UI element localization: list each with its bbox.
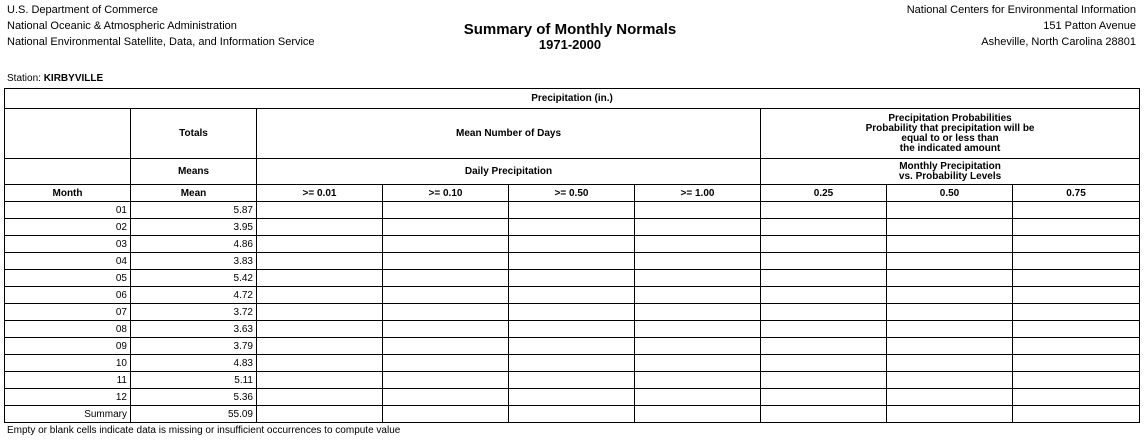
empty-cell [383,202,509,219]
totals-header: Totals [131,109,257,159]
empty-cell [509,253,635,270]
empty-cell [635,355,761,372]
empty-cell [635,236,761,253]
month-cell: Summary [5,406,131,423]
daily-precip-header: Daily Precipitation [257,159,761,185]
empty-cell [383,253,509,270]
mean-cell: 5.11 [131,372,257,389]
empty-cell [509,406,635,423]
empty-cell [1013,389,1140,406]
empty-cell [887,236,1013,253]
empty-cell [887,219,1013,236]
footnote: Empty or blank cells indicate data is missing or insufficient occurrences to compute value [7,425,401,436]
empty-cell [509,355,635,372]
report-years: 1971-2000 [538,37,602,52]
address-line-2: 151 Patton Avenue [1043,20,1136,32]
empty-cell [383,304,509,321]
table-row [5,321,1140,338]
empty-cell [635,270,761,287]
empty-cell [383,287,509,304]
station-label: Station: [7,73,41,84]
probabilities-line-3: equal to or less than [901,132,999,144]
empty-cell [761,270,887,287]
threshold-0-50-header: >= 0.50 [509,185,635,202]
empty-cell [1013,219,1140,236]
address-line-3: Asheville, North Carolina 28801 [981,36,1136,48]
mean-days-header: Mean Number of Days [257,109,761,159]
empty-cell [887,253,1013,270]
empty-cell [761,406,887,423]
empty-cell [509,219,635,236]
mean-cell: 4.83 [131,355,257,372]
empty-cell [1013,202,1140,219]
empty-cell [509,321,635,338]
empty-cell [761,372,887,389]
empty-cell [509,202,635,219]
agency-line-2: National Oceanic & Atmospheric Administration [7,20,237,32]
month-column-header: Month [5,185,131,202]
address-line-1: National Centers for Environmental Information [906,4,1136,16]
empty-cell [257,338,383,355]
empty-cell [635,389,761,406]
month-cell: 07 [5,304,131,321]
mean-cell: 4.72 [131,287,257,304]
empty-cell [509,338,635,355]
mean-cell: 5.87 [131,202,257,219]
mean-cell: 5.42 [131,270,257,287]
monthly-precip-line-2: vs. Probability Levels [898,170,1002,182]
empty-cell [635,202,761,219]
table-row [5,304,1140,321]
prob-0-75-header: 0.75 [1013,185,1140,202]
mean-column-header: Mean [131,185,257,202]
empty-cell [257,287,383,304]
month-cell: 05 [5,270,131,287]
empty-cell [761,355,887,372]
empty-cell [887,355,1013,372]
empty-cell [635,321,761,338]
empty-cell [761,338,887,355]
empty-cell [257,236,383,253]
empty-cell [257,270,383,287]
empty-cell [761,304,887,321]
empty-cell [1013,253,1140,270]
monthly-precip-header [761,159,1140,185]
empty-cell [1013,321,1140,338]
empty-cell [509,236,635,253]
table-row [5,236,1140,253]
empty-cell [257,219,383,236]
mean-cell: 3.79 [131,338,257,355]
month-cell: 11 [5,372,131,389]
empty-cell [257,202,383,219]
empty-cell [635,219,761,236]
month-cell: 02 [5,219,131,236]
empty-cell [509,372,635,389]
empty-cell [887,304,1013,321]
empty-cell [1013,236,1140,253]
empty-cell [761,202,887,219]
month-cell: 08 [5,321,131,338]
empty-cell [761,236,887,253]
table-row [5,406,1140,423]
empty-cell [761,321,887,338]
empty-cell [887,270,1013,287]
empty-cell [257,355,383,372]
empty-cell [887,287,1013,304]
empty-header-cell [5,109,131,159]
normals-table [4,88,1140,423]
monthly-precip-line-1: Monthly Precipitation [899,160,1001,172]
empty-cell [887,202,1013,219]
mean-cell: 4.86 [131,236,257,253]
probabilities-header [761,109,1140,159]
empty-cell [1013,406,1140,423]
mean-cell: 3.95 [131,219,257,236]
empty-cell [635,406,761,423]
mean-cell: 5.36 [131,389,257,406]
empty-cell [761,287,887,304]
empty-cell [887,338,1013,355]
empty-cell [887,389,1013,406]
empty-cell [761,253,887,270]
report-title-block [420,22,720,52]
agency-line-3: National Environmental Satellite, Data, and Information Service [7,36,315,48]
empty-cell [1013,338,1140,355]
prob-0-25-header: 0.25 [761,185,887,202]
probabilities-line-4: the indicated amount [899,142,1001,154]
empty-cell [257,253,383,270]
empty-cell [257,406,383,423]
threshold-1-00-header: >= 1.00 [635,185,761,202]
table-row [5,287,1140,304]
table-row [5,338,1140,355]
precipitation-header: Precipitation (in.) [5,89,1140,109]
empty-cell [509,304,635,321]
empty-cell [635,253,761,270]
table-row [5,355,1140,372]
empty-cell [257,321,383,338]
empty-cell [383,321,509,338]
empty-header-cell [5,159,131,185]
empty-cell [257,304,383,321]
empty-cell [1013,287,1140,304]
empty-cell [887,406,1013,423]
empty-cell [383,355,509,372]
empty-cell [635,372,761,389]
mean-cell: 3.63 [131,321,257,338]
empty-cell [1013,355,1140,372]
empty-cell [509,389,635,406]
empty-cell [1013,304,1140,321]
empty-cell [383,372,509,389]
empty-cell [761,219,887,236]
prob-0-50-header: 0.50 [887,185,1013,202]
empty-cell [509,270,635,287]
empty-cell [509,287,635,304]
table-row [5,253,1140,270]
empty-cell [761,389,887,406]
month-cell: 04 [5,253,131,270]
station-name: KIRBYVILLE [43,73,104,84]
probabilities-line-2: Probability that precipitation will be [865,122,1035,134]
empty-cell [383,389,509,406]
empty-cell [383,219,509,236]
empty-cell [383,406,509,423]
report-title: Summary of Monthly Normals [463,21,677,38]
means-header: Means [131,159,257,185]
table-row [5,372,1140,389]
month-cell: 10 [5,355,131,372]
month-cell: 06 [5,287,131,304]
empty-cell [887,372,1013,389]
month-cell: 03 [5,236,131,253]
address-block [907,2,1136,50]
empty-cell [1013,270,1140,287]
agency-block [7,2,315,50]
table-row [5,219,1140,236]
empty-cell [257,389,383,406]
empty-cell [1013,372,1140,389]
month-cell: 12 [5,389,131,406]
mean-cell: 3.72 [131,304,257,321]
empty-cell [383,338,509,355]
mean-cell: 3.83 [131,253,257,270]
empty-cell [383,236,509,253]
table-row [5,202,1140,219]
station-line [7,73,103,84]
table-body [5,202,1140,423]
agency-line-1: U.S. Department of Commerce [7,4,158,16]
empty-cell [635,338,761,355]
mean-cell: 55.09 [131,406,257,423]
probabilities-title: Precipitation Probabilities [888,112,1012,124]
empty-cell [257,372,383,389]
month-cell: 01 [5,202,131,219]
table-row [5,389,1140,406]
empty-cell [887,321,1013,338]
month-cell: 09 [5,338,131,355]
table-row [5,270,1140,287]
empty-cell [635,287,761,304]
threshold-0-01-header: >= 0.01 [257,185,383,202]
empty-cell [383,270,509,287]
threshold-0-10-header: >= 0.10 [383,185,509,202]
empty-cell [635,304,761,321]
